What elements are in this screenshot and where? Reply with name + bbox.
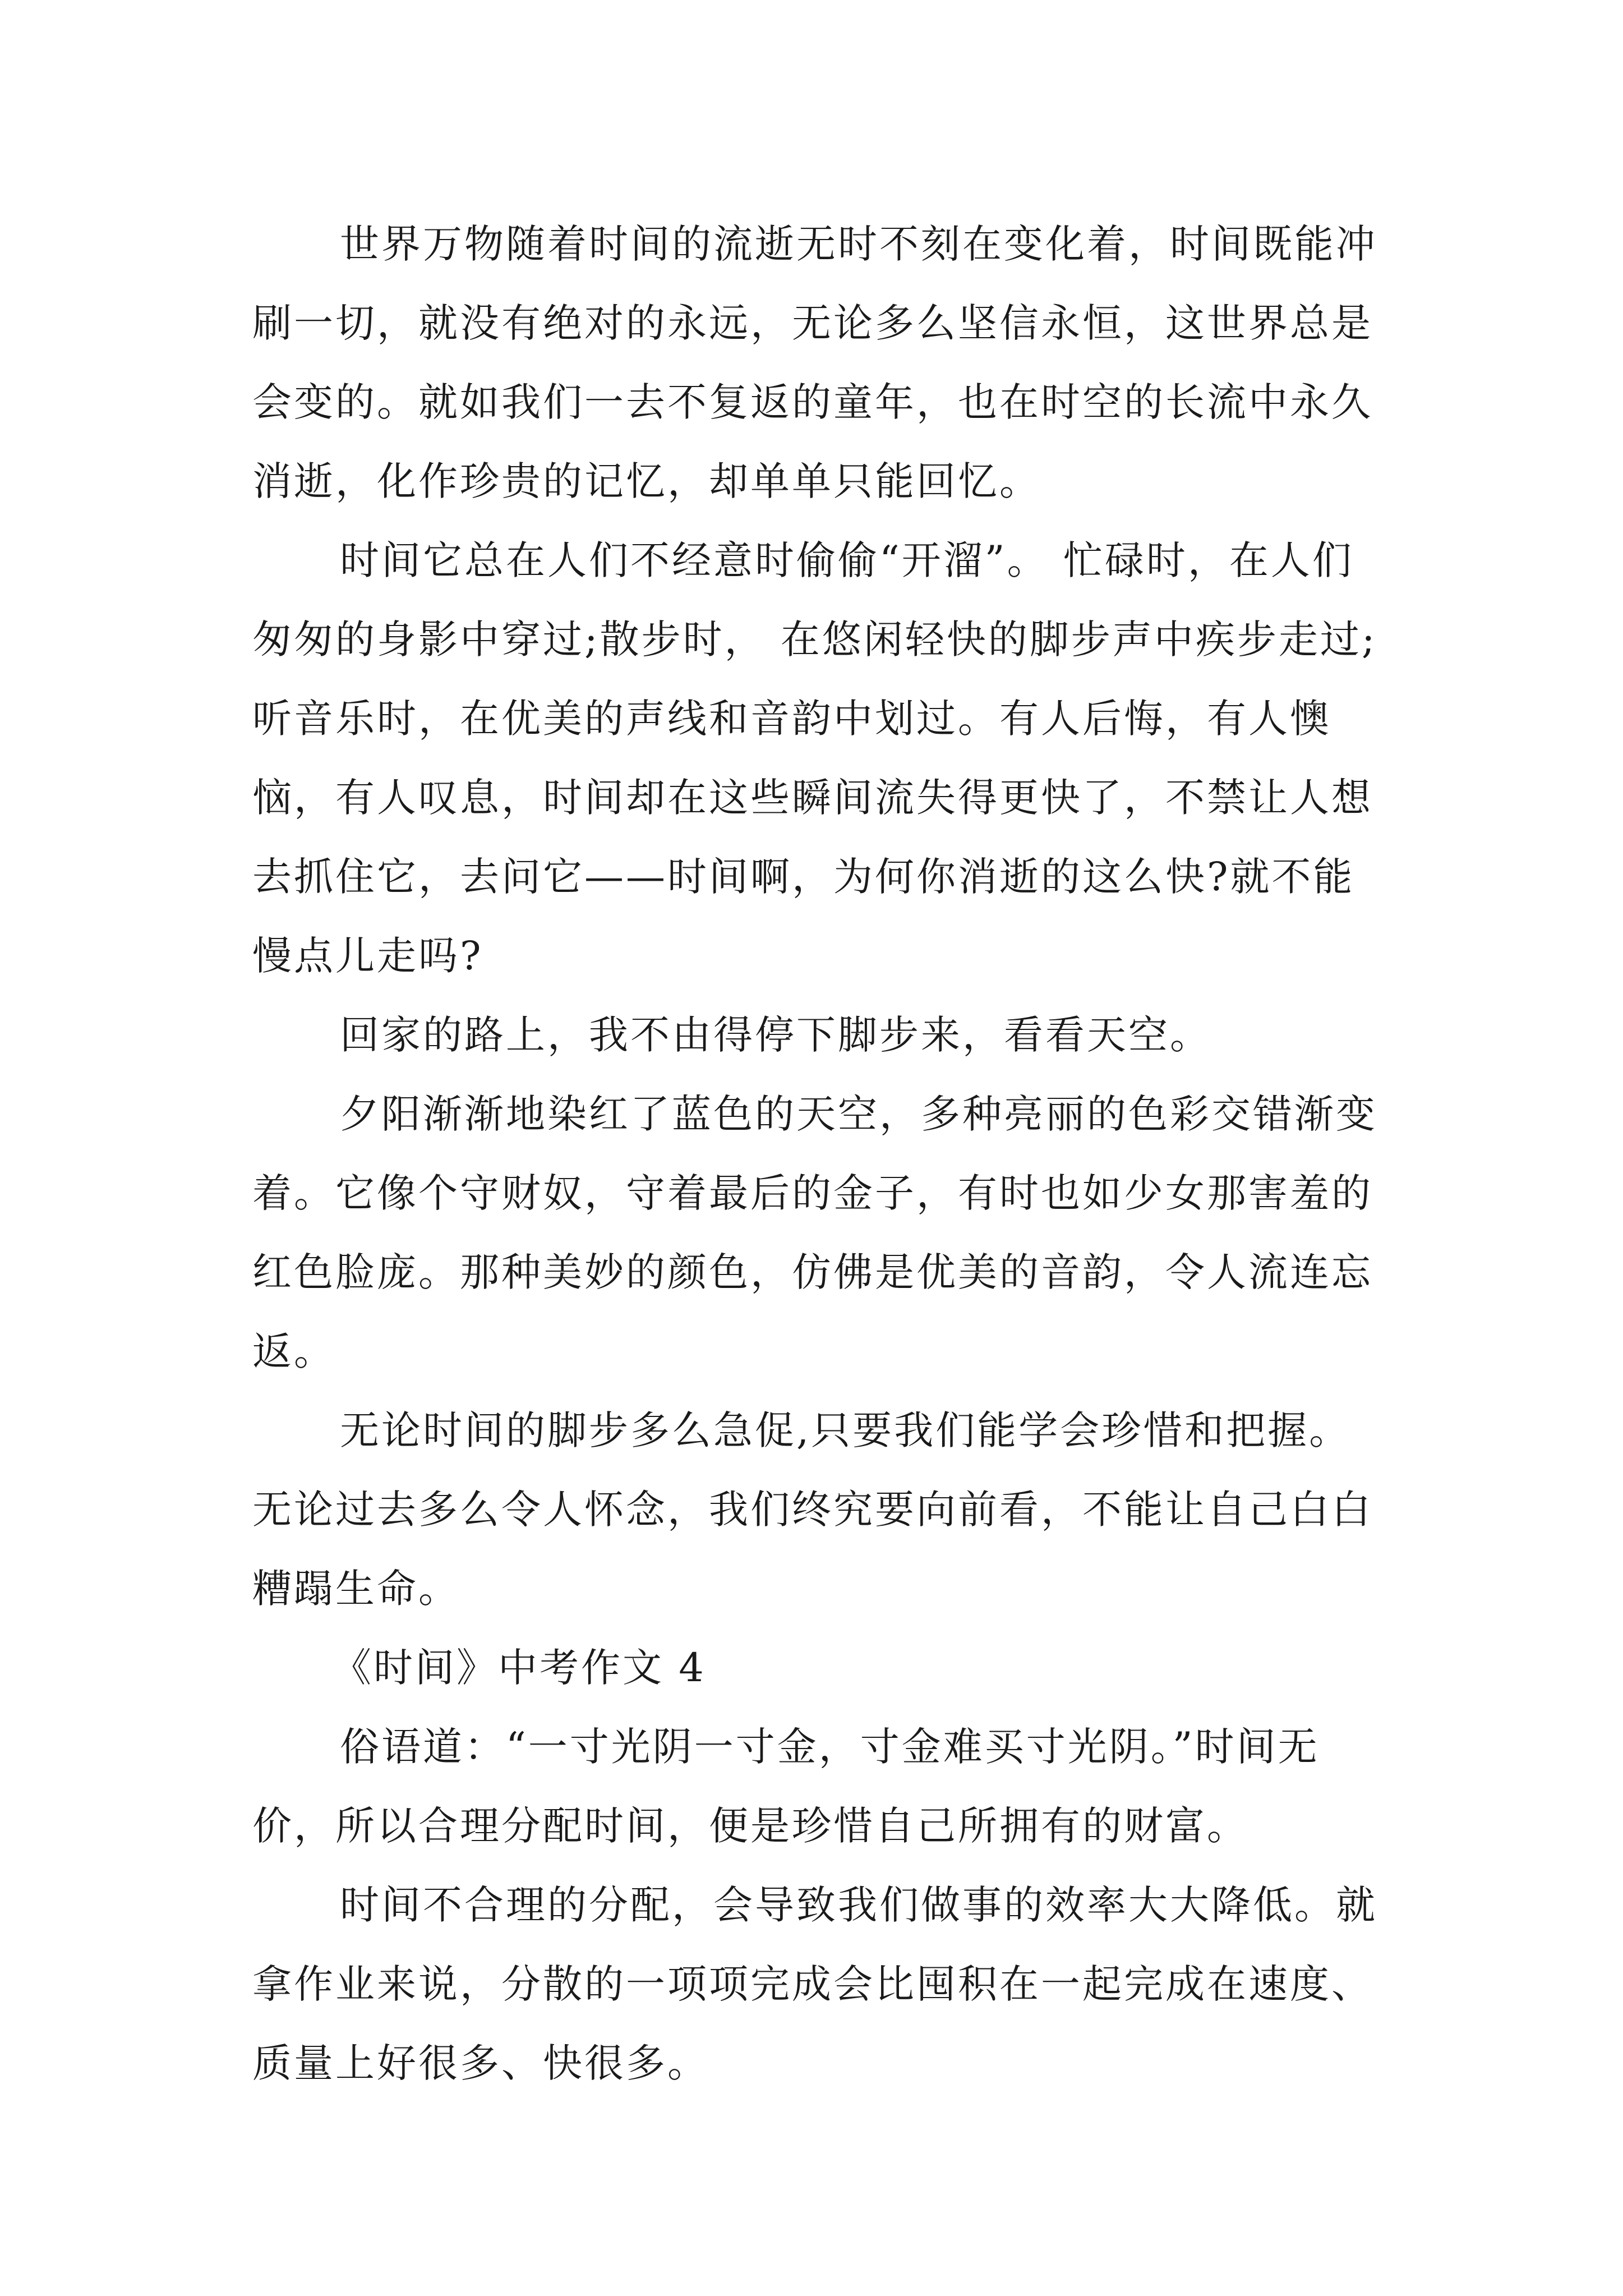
section-heading: 《时间》中考作文 4 bbox=[332, 1645, 706, 1691]
paragraph-3: 回家的路上，我不由得停下脚步来，看看天空。 bbox=[340, 1012, 1211, 1058]
paragraph-6: 俗语道：“一寸光阴一寸金，寸金难买寸光阴。”时间无价，所以合理分配时间，便是珍惜自己所拥有的财富。 bbox=[252, 1724, 1320, 1849]
paragraph-2: 时间它总在人们不经意时偷偷“开溜”。 忙碌时，在人们匆匆的身影中穿过;散步时， 在悠闲轻快的脚步声中疾步走过;听音乐时，在优美的声线和音韵中划过。有人后悔，有人懊恼，有人叹息，时间却在这些瞬间流失得更快了，不禁让人想去抓住它，去问它——时间啊，为何你消逝的这么快?就不能慢点儿走吗? bbox=[252, 537, 1377, 979]
paragraph-5: 无论时间的脚步多么急促,只要我们能学会珍惜和把握。无论过去多么令人怀念，我们终究要向前看，不能让自己白白糟蹋生命。 bbox=[252, 1407, 1373, 1612]
paragraph-4: 夕阳渐渐地染红了蓝色的天空，多种亮丽的色彩交错渐变着。它像个守财奴，守着最后的金子，有时也如少女那害羞的红色脸庞。那种美妙的颜色，仿佛是优美的音韵，令人流连忘返。 bbox=[252, 1091, 1377, 1374]
essay-body bbox=[252, 205, 1380, 2103]
paragraph-1: 世界万物随着时间的流逝无时不刻在变化着，时间既能冲刷一切，就没有绝对的永远，无论多么坚信永恒，这世界总是会变的。就如我们一去不复返的童年，也在时空的长流中永久消逝，化作珍贵的记忆，却单单只能回忆。 bbox=[252, 221, 1377, 504]
paragraph-7: 时间不合理的分配，会导致我们做事的效率大大降低。就拿作业来说，分散的一项项完成会比囤积在一起完成在速度、质量上好很多、快很多。 bbox=[252, 1882, 1377, 2086]
